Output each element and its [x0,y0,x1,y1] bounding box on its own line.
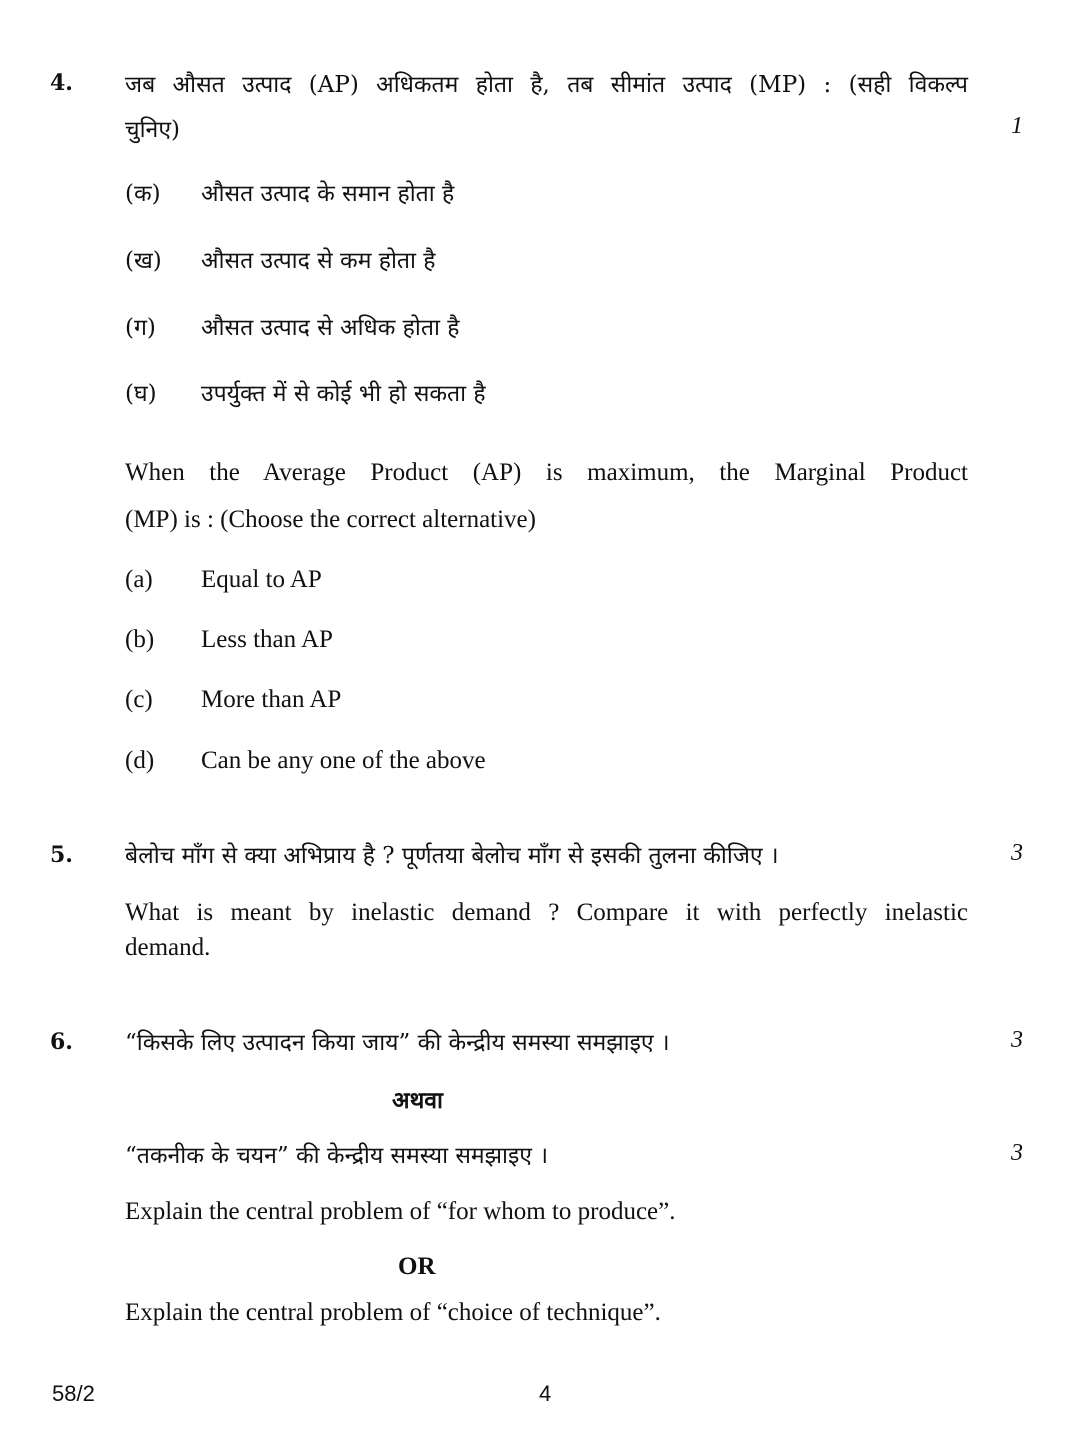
q4-hindi-option-text: औसत उत्पाद से अधिक होता है [201,315,460,341]
q4-hindi-option-text: औसत उत्पाद के समान होता है [201,181,455,207]
q4-hindi-option-label: (घ) [125,381,157,407]
question-6-english-b: Explain the central problem of “choice of technique”. [125,1299,661,1326]
question-5-english-line1: What is meant by inelastic demand ? Compare it with perfectly inelastic [125,899,968,926]
or-separator-hindi: अथवा [392,1087,444,1114]
question-4-marks: 1 [1011,113,1023,139]
question-4-english-line1: When the Average Product (AP) is maximum, the Marginal Product [125,459,968,486]
page-number: 4 [539,1381,552,1406]
q4-english-option-label: (d) [125,747,155,774]
q4-hindi-option-text: उपर्युक्त में से कोई भी हो सकता है [201,381,486,407]
question-number-5: 5. [50,842,73,868]
q4-english-option-text: More than AP [201,686,342,713]
question-4-english-line2: (MP) is : (Choose the correct alternative) [125,506,536,533]
q4-hindi-option-label: (ख) [125,248,162,274]
question-number-4: 4. [50,70,73,96]
q4-english-option-text: Can be any one of the above [201,747,486,774]
question-6-hindi-b: “तकनीक के चयन” की केन्द्रीय समस्या समझाइए । [125,1143,549,1169]
question-5-hindi: बेलोच माँग से क्या अभिप्राय है ? पूर्णतया बेलोच माँग से इसकी तुलना कीजिए । [125,843,779,869]
q4-hindi-option-label: (ग) [125,315,156,341]
q4-english-option-label: (c) [125,686,153,713]
question-6-english-a: Explain the central problem of “for whom to produce”. [125,1198,676,1225]
question-number-6: 6. [50,1029,73,1055]
q4-hindi-option-label: (क) [125,181,161,207]
or-separator-english: OR [398,1253,436,1280]
question-6-marks-b: 3 [1011,1140,1023,1166]
question-6-hindi-a: “किसके लिए उत्पादन किया जाय” की केन्द्रीय समस्या समझाइए । [125,1030,670,1056]
q4-english-option-label: (a) [125,566,153,593]
question-5-marks: 3 [1011,840,1023,866]
q4-hindi-option-text: औसत उत्पाद से कम होता है [201,248,436,274]
question-6-marks-a: 3 [1011,1027,1023,1053]
question-4-hindi-line2: चुनिए) [125,117,181,143]
q4-english-option-label: (b) [125,626,155,653]
paper-code: 58/2 [52,1381,95,1406]
q4-english-option-text: Less than AP [201,626,333,653]
question-5-english-line2: demand. [125,934,211,961]
q4-english-option-text: Equal to AP [201,566,322,593]
question-4-hindi-line1: जब औसत उत्पाद (AP) अधिकतम होता है, तब सीमांत उत्पाद (MP) : (सही विकल्प [125,72,968,98]
